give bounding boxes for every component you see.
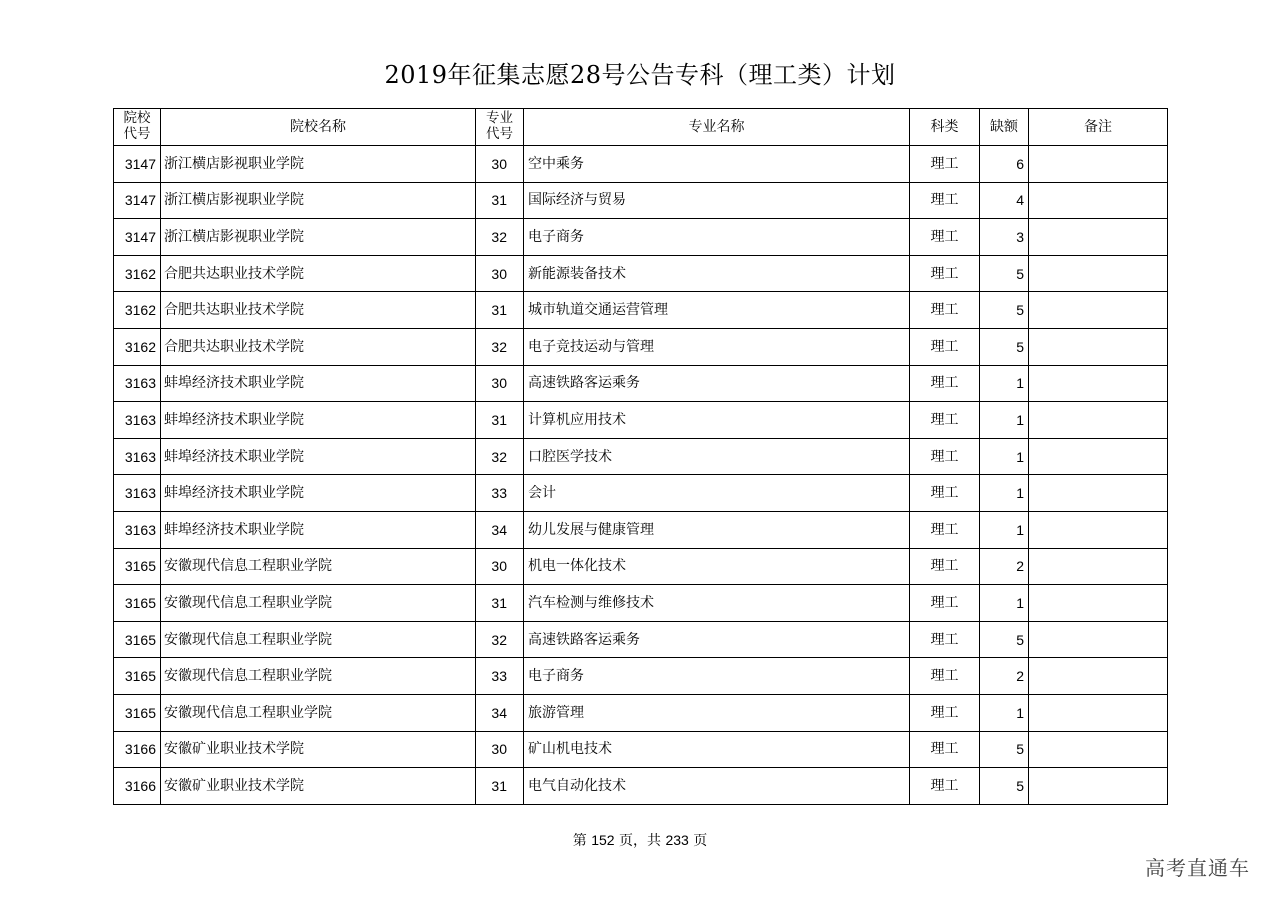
cell-major-name: 电子商务: [524, 219, 910, 256]
table-row: [114, 694, 1168, 731]
cell-major-code: 30: [476, 146, 524, 183]
cell-major-name: 高速铁路客运乘务: [524, 621, 910, 658]
cell-major-code: 33: [476, 475, 524, 512]
cell-major-code: 30: [476, 365, 524, 402]
cell-vacancy: 1: [980, 475, 1029, 512]
cell-school-name: 安徽矿业职业技术学院: [161, 768, 476, 805]
cell-school-code: 3147: [114, 182, 161, 219]
table-row: [114, 255, 1168, 292]
cell-major-code: 33: [476, 658, 524, 695]
cell-vacancy: 1: [980, 511, 1029, 548]
table-body: [114, 146, 1168, 805]
header-school-code-line2: 代号: [123, 126, 151, 142]
header-category: 科类: [910, 109, 980, 146]
cell-school-name: 浙江横店影视职业学院: [161, 219, 476, 256]
table-row: [114, 768, 1168, 805]
cell-school-code: 3163: [114, 475, 161, 512]
cell-category: 理工: [910, 768, 980, 805]
cell-remarks: [1029, 255, 1168, 292]
cell-major-code: 32: [476, 621, 524, 658]
cell-major-code: 31: [476, 182, 524, 219]
cell-category: 理工: [910, 292, 980, 329]
cell-vacancy: 5: [980, 328, 1029, 365]
cell-school-code: 3163: [114, 511, 161, 548]
cell-school-name: 安徽矿业职业技术学院: [161, 731, 476, 768]
table-row: [114, 438, 1168, 475]
cell-school-name: 蚌埠经济技术职业学院: [161, 402, 476, 439]
table-row: [114, 621, 1168, 658]
cell-remarks: [1029, 548, 1168, 585]
header-school-code: [114, 109, 161, 146]
cell-major-name: 机电一体化技术: [524, 548, 910, 585]
cell-major-name: 国际经济与贸易: [524, 182, 910, 219]
cell-remarks: [1029, 292, 1168, 329]
cell-school-code: 3165: [114, 621, 161, 658]
cell-major-code: 31: [476, 402, 524, 439]
table-row: [114, 328, 1168, 365]
cell-vacancy: 5: [980, 292, 1029, 329]
footer-suffix: 页: [688, 833, 708, 849]
cell-school-name: 安徽现代信息工程职业学院: [161, 585, 476, 622]
cell-remarks: [1029, 511, 1168, 548]
table-row: [114, 585, 1168, 622]
cell-remarks: [1029, 182, 1168, 219]
cell-major-name: 汽车检测与维修技术: [524, 585, 910, 622]
cell-school-code: 3162: [114, 292, 161, 329]
cell-vacancy: 6: [980, 146, 1029, 183]
cell-remarks: [1029, 694, 1168, 731]
cell-remarks: [1029, 621, 1168, 658]
cell-major-name: 计算机应用技术: [524, 402, 910, 439]
cell-category: 理工: [910, 255, 980, 292]
table-row: [114, 219, 1168, 256]
cell-category: 理工: [910, 585, 980, 622]
cell-category: 理工: [910, 402, 980, 439]
cell-category: 理工: [910, 621, 980, 658]
cell-school-code: 3166: [114, 768, 161, 805]
cell-major-code: 31: [476, 768, 524, 805]
cell-category: 理工: [910, 182, 980, 219]
cell-category: 理工: [910, 328, 980, 365]
cell-category: 理工: [910, 438, 980, 475]
cell-vacancy: 5: [980, 768, 1029, 805]
header-major-name: 专业名称: [524, 109, 910, 146]
cell-remarks: [1029, 402, 1168, 439]
cell-school-name: 安徽现代信息工程职业学院: [161, 658, 476, 695]
cell-major-name: 电气自动化技术: [524, 768, 910, 805]
cell-category: 理工: [910, 511, 980, 548]
cell-category: 理工: [910, 146, 980, 183]
cell-category: 理工: [910, 548, 980, 585]
cell-school-code: 3162: [114, 328, 161, 365]
cell-remarks: [1029, 585, 1168, 622]
cell-school-name: 合肥共达职业技术学院: [161, 255, 476, 292]
cell-major-code: 32: [476, 328, 524, 365]
cell-major-name: 旅游管理: [524, 694, 910, 731]
cell-major-name: 城市轨道交通运营管理: [524, 292, 910, 329]
watermark: 高考直通车: [1145, 858, 1250, 880]
cell-major-name: 高速铁路客运乘务: [524, 365, 910, 402]
cell-school-code: 3166: [114, 731, 161, 768]
cell-school-code: 3147: [114, 219, 161, 256]
cell-remarks: [1029, 475, 1168, 512]
cell-category: 理工: [910, 475, 980, 512]
cell-major-name: 新能源装备技术: [524, 255, 910, 292]
cell-major-name: 电子商务: [524, 658, 910, 695]
table-row: [114, 511, 1168, 548]
cell-vacancy: 3: [980, 219, 1029, 256]
cell-school-name: 浙江横店影视职业学院: [161, 146, 476, 183]
table-row: [114, 731, 1168, 768]
cell-major-code: 32: [476, 438, 524, 475]
cell-category: 理工: [910, 731, 980, 768]
cell-vacancy: 2: [980, 658, 1029, 695]
cell-school-code: 3165: [114, 694, 161, 731]
footer-total-pages: 233: [665, 832, 689, 848]
header-school-code-line1: 院校: [123, 110, 151, 127]
footer-page-number: 152: [591, 832, 615, 848]
cell-vacancy: 1: [980, 585, 1029, 622]
header-school-name: 院校名称: [161, 109, 476, 146]
table-row: [114, 146, 1168, 183]
table-row: [114, 402, 1168, 439]
cell-vacancy: 5: [980, 621, 1029, 658]
cell-major-name: 幼儿发展与健康管理: [524, 511, 910, 548]
table-row: [114, 292, 1168, 329]
cell-school-code: 3147: [114, 146, 161, 183]
cell-remarks: [1029, 768, 1168, 805]
page-footer: [0, 830, 1280, 850]
cell-category: 理工: [910, 219, 980, 256]
cell-major-name: 口腔医学技术: [524, 438, 910, 475]
cell-remarks: [1029, 658, 1168, 695]
cell-vacancy: 5: [980, 731, 1029, 768]
table-row: [114, 548, 1168, 585]
table-row: [114, 365, 1168, 402]
table-row: [114, 182, 1168, 219]
cell-vacancy: 2: [980, 548, 1029, 585]
cell-school-name: 合肥共达职业技术学院: [161, 328, 476, 365]
cell-major-code: 31: [476, 292, 524, 329]
cell-vacancy: 1: [980, 694, 1029, 731]
cell-remarks: [1029, 146, 1168, 183]
cell-vacancy: 1: [980, 438, 1029, 475]
cell-major-name: 空中乘务: [524, 146, 910, 183]
cell-vacancy: 1: [980, 402, 1029, 439]
cell-category: 理工: [910, 365, 980, 402]
enrollment-plan-table: [113, 108, 1168, 805]
cell-school-name: 安徽现代信息工程职业学院: [161, 621, 476, 658]
cell-major-code: 34: [476, 694, 524, 731]
cell-school-name: 蚌埠经济技术职业学院: [161, 475, 476, 512]
cell-school-name: 蚌埠经济技术职业学院: [161, 365, 476, 402]
header-vacancy: 缺额: [980, 109, 1029, 146]
table-header-row: [114, 109, 1168, 146]
cell-school-code: 3162: [114, 255, 161, 292]
header-major-code: [476, 109, 524, 146]
table-row: [114, 475, 1168, 512]
cell-vacancy: 1: [980, 365, 1029, 402]
header-major-code-line2: 代号: [486, 126, 513, 142]
cell-vacancy: 5: [980, 255, 1029, 292]
cell-school-code: 3163: [114, 365, 161, 402]
cell-school-name: 蚌埠经济技术职业学院: [161, 511, 476, 548]
cell-major-code: 31: [476, 585, 524, 622]
cell-category: 理工: [910, 658, 980, 695]
cell-major-code: 30: [476, 255, 524, 292]
cell-vacancy: 4: [980, 182, 1029, 219]
cell-major-name: 会计: [524, 475, 910, 512]
footer-prefix: 第: [572, 833, 592, 849]
cell-major-code: 34: [476, 511, 524, 548]
cell-school-code: 3163: [114, 402, 161, 439]
cell-remarks: [1029, 219, 1168, 256]
header-remarks: 备注: [1029, 109, 1168, 146]
header-major-code-line1: 专业: [486, 110, 513, 127]
cell-remarks: [1029, 365, 1168, 402]
footer-middle: 页，共: [614, 833, 666, 849]
cell-category: 理工: [910, 694, 980, 731]
cell-school-name: 安徽现代信息工程职业学院: [161, 548, 476, 585]
cell-school-code: 3163: [114, 438, 161, 475]
cell-major-code: 30: [476, 548, 524, 585]
cell-remarks: [1029, 328, 1168, 365]
cell-major-code: 30: [476, 731, 524, 768]
cell-remarks: [1029, 731, 1168, 768]
cell-school-code: 3165: [114, 548, 161, 585]
cell-major-name: 矿山机电技术: [524, 731, 910, 768]
cell-school-code: 3165: [114, 658, 161, 695]
cell-school-name: 蚌埠经济技术职业学院: [161, 438, 476, 475]
table-row: [114, 658, 1168, 695]
cell-school-name: 浙江横店影视职业学院: [161, 182, 476, 219]
cell-school-code: 3165: [114, 585, 161, 622]
cell-school-name: 合肥共达职业技术学院: [161, 292, 476, 329]
cell-remarks: [1029, 438, 1168, 475]
page-title: 2019年征集志愿28号公告专科（理工类）计划: [384, 61, 896, 89]
cell-major-name: 电子竞技运动与管理: [524, 328, 910, 365]
cell-major-code: 32: [476, 219, 524, 256]
cell-school-name: 安徽现代信息工程职业学院: [161, 694, 476, 731]
